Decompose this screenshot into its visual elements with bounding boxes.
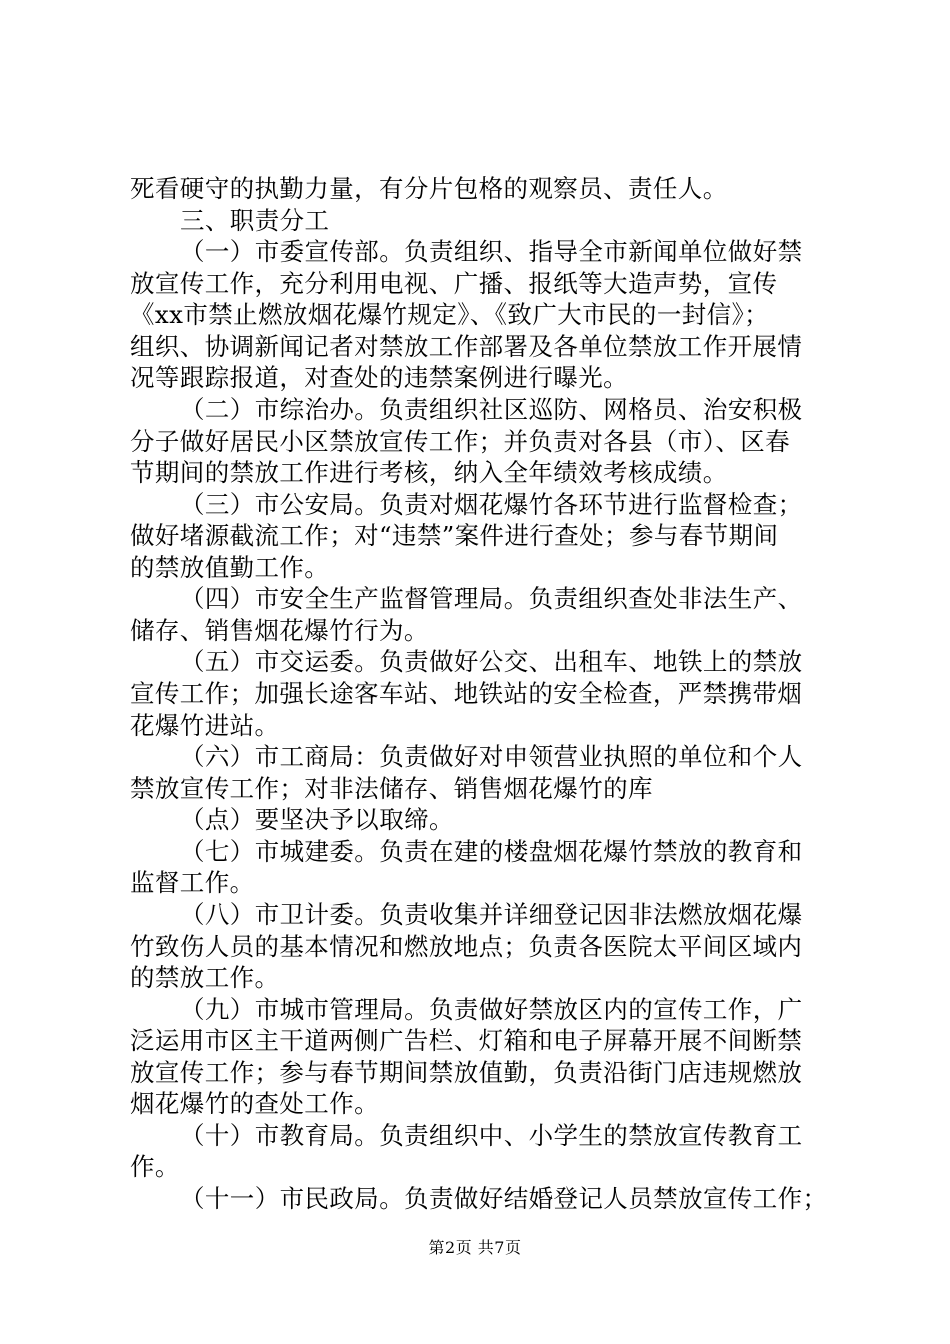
- text-line: 储存、销售烟花爆竹行为。: [130, 616, 429, 645]
- text-line: （二）市综治办。负责组织社区巡防、网格员、治安积极: [180, 395, 803, 424]
- text-line: 宣传工作；加强长途客车站、地铁站的安全检查，严禁携带烟: [130, 679, 803, 708]
- text-line: 放宣传工作；参与春节期间禁放值勤，负责沿街门店违规燃放: [130, 1058, 803, 1087]
- text-line: 死看硬守的执勤力量，有分片包格的观察员、责任人。: [130, 174, 728, 203]
- text-line: 放宣传工作，充分利用电视、广播、报纸等大造声势，宣传: [130, 269, 778, 298]
- text-line: 烟花爆竹的查处工作。: [130, 1089, 379, 1118]
- text-line: （一）市委宣传部。负责组织、指导全市新闻单位做好禁: [180, 237, 803, 266]
- text-line: （六）市工商局：负责做好对申领营业执照的单位和个人: [180, 742, 803, 771]
- text-line: （四）市安全生产监督管理局。负责组织查处非法生产、: [180, 584, 803, 613]
- text-line: （八）市卫计委。负责收集并详细登记因非法燃放烟花爆: [180, 900, 803, 929]
- text-line: 分子做好居民小区禁放宣传工作；并负责对各县（市）、区春: [130, 427, 791, 456]
- text-line: 监督工作。: [130, 868, 255, 897]
- text-line: 竹致伤人员的基本情况和燃放地点；负责各医院太平间区域内: [130, 932, 803, 961]
- text-line: （九）市城市管理局。负责做好禁放区内的宣传工作，广: [180, 995, 803, 1024]
- text-line: 禁放宣传工作；对非法储存、销售烟花爆竹的库: [130, 774, 653, 803]
- text-line: 作。: [130, 1152, 180, 1181]
- text-line: 节期间的禁放工作进行考核，纳入全年绩效考核成绩。: [130, 458, 728, 487]
- text-line: （七）市城建委。负责在建的楼盘烟花爆竹禁放的教育和: [180, 837, 803, 866]
- text-line: 的禁放工作。: [130, 963, 280, 992]
- text-line: （十）市教育局。负责组织中、小学生的禁放宣传教育工: [180, 1121, 803, 1150]
- text-line: （十一）市民政局。负责做好结婚登记人员禁放宣传工作；: [180, 1184, 828, 1213]
- text-line: 组织、协调新闻记者对禁放工作部署及各单位禁放工作开展情: [130, 332, 803, 361]
- text-line: （点）要坚决予以取缔。: [180, 805, 454, 834]
- text-line: 花爆竹进站。: [130, 711, 280, 740]
- text-line: 《xx市禁止燃放烟花爆竹规定》、《致广大市民的一封信》；: [130, 300, 770, 329]
- section-heading: 三、职责分工: [180, 206, 330, 235]
- page-footer: 第2页 共7页: [428, 1238, 522, 1257]
- text-line: 的禁放值勤工作。: [130, 553, 330, 582]
- text-line: （五）市交运委。负责做好公交、出租车、地铁上的禁放: [180, 647, 803, 676]
- text-line: 做好堵源截流工作；对“违禁”案件进行查处；参与春节期间: [130, 521, 779, 550]
- text-line: 况等跟踪报道，对查处的违禁案例进行曝光。: [130, 363, 628, 392]
- text-line: （三）市公安局。负责对烟花爆竹各环节进行监督检查；: [180, 490, 803, 519]
- text-line: 泛运用市区主干道两侧广告栏、灯箱和电子屏幕开展不间断禁: [130, 1026, 803, 1055]
